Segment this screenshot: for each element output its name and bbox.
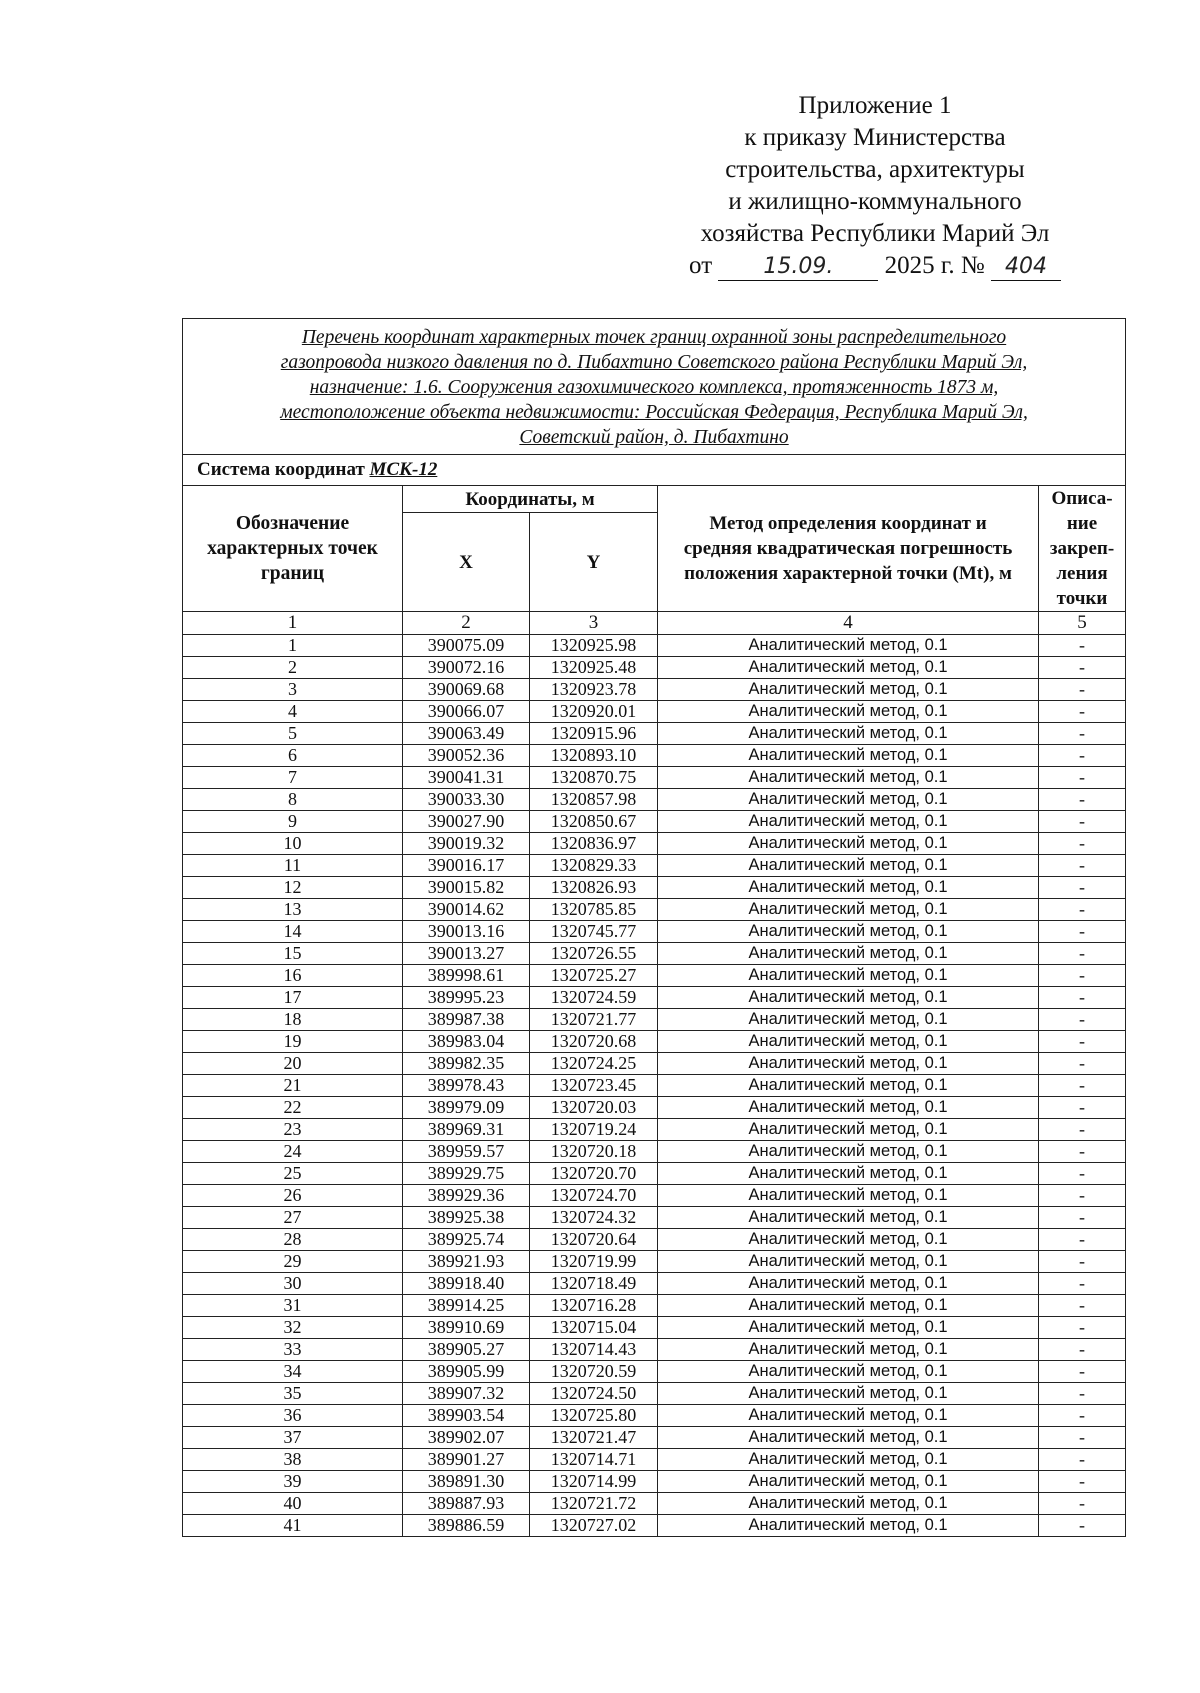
method-cell: Аналитический метод, 0.1 <box>658 1163 1039 1185</box>
appendix-line-1: Приложение 1 <box>798 92 952 119</box>
handwritten-date: 15.09. <box>718 254 878 281</box>
column-number-row <box>183 612 1126 635</box>
header-coordinates: Координаты, м <box>403 486 658 513</box>
column-number: 3 <box>530 612 658 635</box>
column-number: 5 <box>1039 612 1126 635</box>
table-row <box>183 1119 1126 1141</box>
point-number-cell: 14 <box>183 921 403 943</box>
point-number-cell: 23 <box>183 1119 403 1141</box>
method-cell: Аналитический метод, 0.1 <box>658 1317 1039 1339</box>
description-cell: - <box>1039 679 1126 701</box>
table-row <box>183 1075 1126 1097</box>
description-cell: - <box>1039 1185 1126 1207</box>
y-coordinate-cell: 1320726.55 <box>530 943 658 965</box>
description-cell: - <box>1039 855 1126 877</box>
x-coordinate-cell: 389925.38 <box>403 1207 530 1229</box>
x-coordinate-cell: 389918.40 <box>403 1273 530 1295</box>
x-coordinate-cell: 389929.75 <box>403 1163 530 1185</box>
appendix-line-2: к приказу Министерства <box>744 124 1006 151</box>
method-cell: Аналитический метод, 0.1 <box>658 1141 1039 1163</box>
y-coordinate-cell: 1320850.67 <box>530 811 658 833</box>
table-row <box>183 1229 1126 1251</box>
point-number-cell: 15 <box>183 943 403 965</box>
point-number-cell: 21 <box>183 1075 403 1097</box>
order-date-line <box>640 250 1110 282</box>
table-title-line-1: Перечень координат характерных точек границ охранной зоны распределительного <box>301 327 1007 348</box>
point-number-cell: 36 <box>183 1405 403 1427</box>
y-coordinate-cell: 1320719.99 <box>530 1251 658 1273</box>
table-title <box>183 319 1126 455</box>
point-number-cell: 32 <box>183 1317 403 1339</box>
description-cell: - <box>1039 1339 1126 1361</box>
method-cell: Аналитический метод, 0.1 <box>658 1207 1039 1229</box>
method-cell: Аналитический метод, 0.1 <box>658 987 1039 1009</box>
point-number-cell: 25 <box>183 1163 403 1185</box>
y-coordinate-cell: 1320720.18 <box>530 1141 658 1163</box>
method-cell: Аналитический метод, 0.1 <box>658 1273 1039 1295</box>
description-cell: - <box>1039 1009 1126 1031</box>
method-cell: Аналитический метод, 0.1 <box>658 635 1039 657</box>
x-coordinate-cell: 390013.27 <box>403 943 530 965</box>
coordinates-table <box>182 318 1126 1537</box>
point-number-cell: 18 <box>183 1009 403 1031</box>
y-coordinate-cell: 1320785.85 <box>530 899 658 921</box>
point-number-cell: 38 <box>183 1449 403 1471</box>
description-cell: - <box>1039 1427 1126 1449</box>
description-cell: - <box>1039 1053 1126 1075</box>
header-y: Y <box>530 513 658 612</box>
method-cell: Аналитический метод, 0.1 <box>658 789 1039 811</box>
table-row <box>183 1449 1126 1471</box>
y-coordinate-cell: 1320720.03 <box>530 1097 658 1119</box>
table-row <box>183 1471 1126 1493</box>
x-coordinate-cell: 389925.74 <box>403 1229 530 1251</box>
y-coordinate-cell: 1320724.32 <box>530 1207 658 1229</box>
table-row <box>183 1295 1126 1317</box>
point-number-cell: 5 <box>183 723 403 745</box>
description-cell: - <box>1039 1163 1126 1185</box>
description-cell: - <box>1039 877 1126 899</box>
x-coordinate-cell: 389910.69 <box>403 1317 530 1339</box>
point-number-cell: 39 <box>183 1471 403 1493</box>
table-title-line-2: газопровода низкого давления по д. Пибахтино Советского района Республики Марий Эл, <box>280 352 1028 373</box>
point-number-cell: 1 <box>183 635 403 657</box>
table-row <box>183 899 1126 921</box>
table-row <box>183 701 1126 723</box>
method-cell: Аналитический метод, 0.1 <box>658 899 1039 921</box>
y-coordinate-cell: 1320724.70 <box>530 1185 658 1207</box>
appendix-header <box>640 90 1110 282</box>
description-cell: - <box>1039 1449 1126 1471</box>
from-label: от <box>689 252 713 279</box>
description-cell: - <box>1039 789 1126 811</box>
x-coordinate-cell: 389914.25 <box>403 1295 530 1317</box>
x-coordinate-cell: 390013.16 <box>403 921 530 943</box>
description-cell: - <box>1039 723 1126 745</box>
method-cell: Аналитический метод, 0.1 <box>658 1295 1039 1317</box>
point-number-cell: 35 <box>183 1383 403 1405</box>
x-coordinate-cell: 390075.09 <box>403 635 530 657</box>
table-row <box>183 1009 1126 1031</box>
table-row <box>183 1427 1126 1449</box>
description-cell: - <box>1039 1493 1126 1515</box>
method-cell: Аналитический метод, 0.1 <box>658 745 1039 767</box>
table-row <box>183 745 1126 767</box>
method-cell: Аналитический метод, 0.1 <box>658 855 1039 877</box>
method-cell: Аналитический метод, 0.1 <box>658 811 1039 833</box>
table-title-line-4: местоположение объекта недвижимости: Российская Федерация, Республика Марий Эл, <box>280 402 1028 423</box>
description-cell: - <box>1039 767 1126 789</box>
point-number-cell: 17 <box>183 987 403 1009</box>
y-coordinate-cell: 1320723.45 <box>530 1075 658 1097</box>
y-coordinate-cell: 1320720.59 <box>530 1361 658 1383</box>
method-cell: Аналитический метод, 0.1 <box>658 943 1039 965</box>
y-coordinate-cell: 1320925.48 <box>530 657 658 679</box>
appendix-line-3: строительства, архитектуры <box>725 156 1025 183</box>
table-row <box>183 1185 1126 1207</box>
x-coordinate-cell: 389969.31 <box>403 1119 530 1141</box>
description-cell: - <box>1039 1515 1126 1537</box>
y-coordinate-cell: 1320721.77 <box>530 1009 658 1031</box>
appendix-line-4: и жилищно-коммунального <box>728 188 1022 215</box>
table-row <box>183 965 1126 987</box>
description-cell: - <box>1039 1361 1126 1383</box>
description-cell: - <box>1039 1317 1126 1339</box>
description-cell: - <box>1039 1141 1126 1163</box>
x-coordinate-cell: 389891.30 <box>403 1471 530 1493</box>
point-number-cell: 26 <box>183 1185 403 1207</box>
x-coordinate-cell: 389979.09 <box>403 1097 530 1119</box>
x-coordinate-cell: 390063.49 <box>403 723 530 745</box>
method-cell: Аналитический метод, 0.1 <box>658 679 1039 701</box>
table-row <box>183 921 1126 943</box>
description-cell: - <box>1039 811 1126 833</box>
y-coordinate-cell: 1320745.77 <box>530 921 658 943</box>
x-coordinate-cell: 389901.27 <box>403 1449 530 1471</box>
method-cell: Аналитический метод, 0.1 <box>658 767 1039 789</box>
method-cell: Аналитический метод, 0.1 <box>658 1053 1039 1075</box>
method-cell: Аналитический метод, 0.1 <box>658 1427 1039 1449</box>
point-number-cell: 12 <box>183 877 403 899</box>
point-number-cell: 3 <box>183 679 403 701</box>
x-coordinate-cell: 389907.32 <box>403 1383 530 1405</box>
x-coordinate-cell: 389983.04 <box>403 1031 530 1053</box>
table-row <box>183 1141 1126 1163</box>
description-cell: - <box>1039 1295 1126 1317</box>
y-coordinate-cell: 1320719.24 <box>530 1119 658 1141</box>
method-cell: Аналитический метод, 0.1 <box>658 1515 1039 1537</box>
point-number-cell: 30 <box>183 1273 403 1295</box>
description-cell: - <box>1039 921 1126 943</box>
description-cell: - <box>1039 1207 1126 1229</box>
y-coordinate-cell: 1320721.47 <box>530 1427 658 1449</box>
y-coordinate-cell: 1320720.70 <box>530 1163 658 1185</box>
method-cell: Аналитический метод, 0.1 <box>658 1405 1039 1427</box>
point-number-cell: 37 <box>183 1427 403 1449</box>
y-coordinate-cell: 1320925.98 <box>530 635 658 657</box>
point-number-cell: 27 <box>183 1207 403 1229</box>
header-designation: Обозначение характерных точек границ <box>183 486 403 612</box>
table-row <box>183 1361 1126 1383</box>
x-coordinate-cell: 389987.38 <box>403 1009 530 1031</box>
point-number-cell: 24 <box>183 1141 403 1163</box>
y-coordinate-cell: 1320727.02 <box>530 1515 658 1537</box>
y-coordinate-cell: 1320829.33 <box>530 855 658 877</box>
crs-value: МСК-12 <box>369 459 438 480</box>
column-number: 2 <box>403 612 530 635</box>
y-coordinate-cell: 1320720.68 <box>530 1031 658 1053</box>
table-row <box>183 987 1126 1009</box>
y-coordinate-cell: 1320826.93 <box>530 877 658 899</box>
table-row <box>183 1207 1126 1229</box>
point-number-cell: 6 <box>183 745 403 767</box>
description-cell: - <box>1039 987 1126 1009</box>
point-number-cell: 31 <box>183 1295 403 1317</box>
y-coordinate-cell: 1320870.75 <box>530 767 658 789</box>
point-number-cell: 16 <box>183 965 403 987</box>
x-coordinate-cell: 390069.68 <box>403 679 530 701</box>
description-cell: - <box>1039 1383 1126 1405</box>
header-description: Описа-ние закреп-ления точки <box>1039 486 1126 612</box>
x-coordinate-cell: 389905.99 <box>403 1361 530 1383</box>
point-number-cell: 40 <box>183 1493 403 1515</box>
y-coordinate-cell: 1320724.50 <box>530 1383 658 1405</box>
x-coordinate-cell: 390066.07 <box>403 701 530 723</box>
x-coordinate-cell: 389978.43 <box>403 1075 530 1097</box>
description-cell: - <box>1039 745 1126 767</box>
y-coordinate-cell: 1320920.01 <box>530 701 658 723</box>
table-row <box>183 811 1126 833</box>
method-cell: Аналитический метод, 0.1 <box>658 1471 1039 1493</box>
table-row <box>183 723 1126 745</box>
method-cell: Аналитический метод, 0.1 <box>658 1493 1039 1515</box>
y-coordinate-cell: 1320725.80 <box>530 1405 658 1427</box>
description-cell: - <box>1039 701 1126 723</box>
point-number-cell: 33 <box>183 1339 403 1361</box>
point-number-cell: 29 <box>183 1251 403 1273</box>
table-row <box>183 1405 1126 1427</box>
method-cell: Аналитический метод, 0.1 <box>658 965 1039 987</box>
y-coordinate-cell: 1320718.49 <box>530 1273 658 1295</box>
x-coordinate-cell: 389886.59 <box>403 1515 530 1537</box>
table-title-line-3: назначение: 1.6. Сооружения газохимического комплекса, протяженность 1873 м, <box>309 377 999 398</box>
y-coordinate-cell: 1320915.96 <box>530 723 658 745</box>
x-coordinate-cell: 389887.93 <box>403 1493 530 1515</box>
point-number-cell: 8 <box>183 789 403 811</box>
point-number-cell: 7 <box>183 767 403 789</box>
description-cell: - <box>1039 1251 1126 1273</box>
y-coordinate-cell: 1320923.78 <box>530 679 658 701</box>
table-row <box>183 635 1126 657</box>
table-row <box>183 1097 1126 1119</box>
table-row <box>183 1273 1126 1295</box>
x-coordinate-cell: 389982.35 <box>403 1053 530 1075</box>
point-number-cell: 4 <box>183 701 403 723</box>
y-coordinate-cell: 1320721.72 <box>530 1493 658 1515</box>
crs-label: Система координат <box>197 459 365 480</box>
point-number-cell: 28 <box>183 1229 403 1251</box>
x-coordinate-cell: 390052.36 <box>403 745 530 767</box>
y-coordinate-cell: 1320714.71 <box>530 1449 658 1471</box>
point-number-cell: 22 <box>183 1097 403 1119</box>
description-cell: - <box>1039 833 1126 855</box>
description-cell: - <box>1039 1119 1126 1141</box>
method-cell: Аналитический метод, 0.1 <box>658 1075 1039 1097</box>
table-title-line-5: Советский район, д. Пибахтино <box>519 427 789 448</box>
y-coordinate-cell: 1320724.25 <box>530 1053 658 1075</box>
point-number-cell: 9 <box>183 811 403 833</box>
y-coordinate-cell: 1320716.28 <box>530 1295 658 1317</box>
method-cell: Аналитический метод, 0.1 <box>658 1097 1039 1119</box>
method-cell: Аналитический метод, 0.1 <box>658 1229 1039 1251</box>
y-coordinate-cell: 1320836.97 <box>530 833 658 855</box>
column-number: 4 <box>658 612 1039 635</box>
point-number-cell: 19 <box>183 1031 403 1053</box>
x-coordinate-cell: 389921.93 <box>403 1251 530 1273</box>
x-coordinate-cell: 389998.61 <box>403 965 530 987</box>
method-cell: Аналитический метод, 0.1 <box>658 921 1039 943</box>
table-row <box>183 657 1126 679</box>
x-coordinate-cell: 389995.23 <box>403 987 530 1009</box>
handwritten-order-number: 404 <box>991 254 1061 281</box>
header-x: X <box>403 513 530 612</box>
table-row <box>183 877 1126 899</box>
point-number-cell: 11 <box>183 855 403 877</box>
method-cell: Аналитический метод, 0.1 <box>658 1361 1039 1383</box>
y-coordinate-cell: 1320724.59 <box>530 987 658 1009</box>
x-coordinate-cell: 390016.17 <box>403 855 530 877</box>
method-cell: Аналитический метод, 0.1 <box>658 1339 1039 1361</box>
table-row <box>183 1493 1126 1515</box>
description-cell: - <box>1039 899 1126 921</box>
method-cell: Аналитический метод, 0.1 <box>658 1185 1039 1207</box>
y-coordinate-cell: 1320857.98 <box>530 789 658 811</box>
appendix-line-5: хозяйства Республики Марий Эл <box>700 220 1050 247</box>
y-coordinate-cell: 1320725.27 <box>530 965 658 987</box>
x-coordinate-cell: 389902.07 <box>403 1427 530 1449</box>
x-coordinate-cell: 390072.16 <box>403 657 530 679</box>
method-cell: Аналитический метод, 0.1 <box>658 1119 1039 1141</box>
x-coordinate-cell: 389929.36 <box>403 1185 530 1207</box>
y-coordinate-cell: 1320714.43 <box>530 1339 658 1361</box>
x-coordinate-cell: 390015.82 <box>403 877 530 899</box>
point-number-cell: 13 <box>183 899 403 921</box>
x-coordinate-cell: 390033.30 <box>403 789 530 811</box>
x-coordinate-cell: 390041.31 <box>403 767 530 789</box>
method-cell: Аналитический метод, 0.1 <box>658 657 1039 679</box>
table-row <box>183 1317 1126 1339</box>
table-body <box>183 635 1126 1537</box>
description-cell: - <box>1039 1097 1126 1119</box>
table-row <box>183 1163 1126 1185</box>
method-cell: Аналитический метод, 0.1 <box>658 1009 1039 1031</box>
method-cell: Аналитический метод, 0.1 <box>658 877 1039 899</box>
table-row <box>183 789 1126 811</box>
description-cell: - <box>1039 1273 1126 1295</box>
header-method: Метод определения координат и средняя квадратическая погрешность положения характерной точки (Mt), м <box>658 486 1039 612</box>
x-coordinate-cell: 389903.54 <box>403 1405 530 1427</box>
description-cell: - <box>1039 1075 1126 1097</box>
method-cell: Аналитический метод, 0.1 <box>658 833 1039 855</box>
table-row <box>183 767 1126 789</box>
point-number-cell: 10 <box>183 833 403 855</box>
description-cell: - <box>1039 1405 1126 1427</box>
y-coordinate-cell: 1320720.64 <box>530 1229 658 1251</box>
description-cell: - <box>1039 1229 1126 1251</box>
description-cell: - <box>1039 965 1126 987</box>
point-number-cell: 41 <box>183 1515 403 1537</box>
x-coordinate-cell: 389959.57 <box>403 1141 530 1163</box>
description-cell: - <box>1039 657 1126 679</box>
table-row <box>183 1339 1126 1361</box>
table-row <box>183 1515 1126 1537</box>
description-cell: - <box>1039 635 1126 657</box>
method-cell: Аналитический метод, 0.1 <box>658 1251 1039 1273</box>
x-coordinate-cell: 389905.27 <box>403 1339 530 1361</box>
point-number-cell: 2 <box>183 657 403 679</box>
x-coordinate-cell: 390014.62 <box>403 899 530 921</box>
method-cell: Аналитический метод, 0.1 <box>658 1383 1039 1405</box>
table-row <box>183 1383 1126 1405</box>
description-cell: - <box>1039 943 1126 965</box>
coordinate-system-row <box>183 455 1126 486</box>
x-coordinate-cell: 390019.32 <box>403 833 530 855</box>
table-row <box>183 1251 1126 1273</box>
description-cell: - <box>1039 1471 1126 1493</box>
point-number-cell: 20 <box>183 1053 403 1075</box>
point-number-cell: 34 <box>183 1361 403 1383</box>
y-coordinate-cell: 1320714.99 <box>530 1471 658 1493</box>
method-cell: Аналитический метод, 0.1 <box>658 1449 1039 1471</box>
year-label: 2025 г. № <box>884 252 985 279</box>
column-number: 1 <box>183 612 403 635</box>
table-row <box>183 1053 1126 1075</box>
table-row <box>183 855 1126 877</box>
method-cell: Аналитический метод, 0.1 <box>658 723 1039 745</box>
table-row <box>183 833 1126 855</box>
method-cell: Аналитический метод, 0.1 <box>658 1031 1039 1053</box>
y-coordinate-cell: 1320893.10 <box>530 745 658 767</box>
method-cell: Аналитический метод, 0.1 <box>658 701 1039 723</box>
y-coordinate-cell: 1320715.04 <box>530 1317 658 1339</box>
table-row <box>183 679 1126 701</box>
x-coordinate-cell: 390027.90 <box>403 811 530 833</box>
description-cell: - <box>1039 1031 1126 1053</box>
table-row <box>183 1031 1126 1053</box>
table-row <box>183 943 1126 965</box>
